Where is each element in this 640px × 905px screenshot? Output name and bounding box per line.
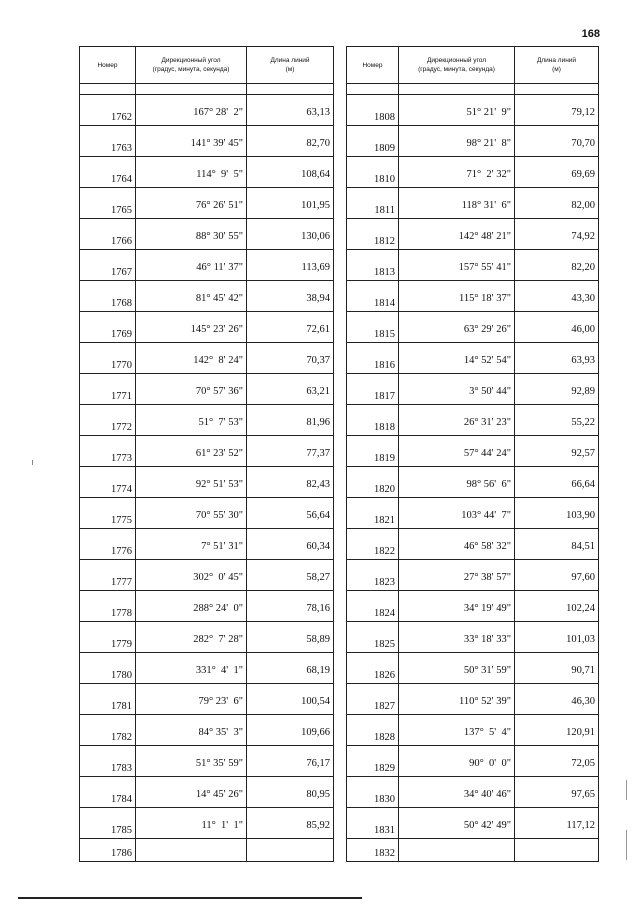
line-length: 82,70 — [306, 138, 330, 149]
point-number: 1808 — [374, 112, 395, 123]
table-row — [347, 746, 599, 777]
line-length: 80,95 — [306, 789, 330, 800]
header-length: Длина линий (м) — [515, 47, 599, 84]
table-row — [80, 498, 334, 529]
point-number: 1784 — [111, 794, 132, 805]
point-number: 1770 — [111, 360, 132, 371]
point-number: 1762 — [111, 112, 132, 123]
point-number: 1822 — [374, 546, 395, 557]
direction-angle: 81° 45' 42" — [195, 293, 243, 304]
scan-mark — [32, 460, 33, 465]
line-length: 38,94 — [306, 293, 330, 304]
table-row — [347, 95, 599, 126]
table-row — [347, 219, 599, 250]
line-length: 74,92 — [571, 231, 595, 242]
point-number: 1783 — [111, 763, 132, 774]
line-length: 97,65 — [571, 789, 595, 800]
table-row — [347, 839, 599, 862]
line-length: 78,16 — [306, 603, 330, 614]
table-row — [347, 498, 599, 529]
point-number: 1826 — [374, 670, 395, 681]
line-length: 100,54 — [301, 696, 330, 707]
table-row — [347, 343, 599, 374]
edge-mark — [626, 830, 627, 860]
point-number: 1827 — [374, 701, 395, 712]
line-length: 72,05 — [571, 758, 595, 769]
direction-angle: 46° 58' 32" — [463, 541, 511, 552]
line-length: 90,71 — [571, 665, 595, 676]
table-row — [347, 653, 599, 684]
direction-angle: 282° 7' 28" — [193, 634, 243, 645]
point-number: 1776 — [111, 546, 132, 557]
point-number: 1774 — [111, 484, 132, 495]
point-number: 1765 — [111, 205, 132, 216]
line-length: 56,64 — [306, 510, 330, 521]
point-number: 1773 — [111, 453, 132, 464]
table-row — [347, 622, 599, 653]
direction-angle: 50° 31' 59" — [463, 665, 511, 676]
line-length: 101,03 — [566, 634, 595, 645]
direction-angle: 46° 11' 37" — [196, 262, 243, 273]
table-row — [80, 839, 334, 862]
header-angle: Дирекционный угол (градус, минута, секунда) — [136, 47, 247, 84]
table-row — [347, 808, 599, 839]
table-row — [347, 126, 599, 157]
table-row — [80, 746, 334, 777]
point-number: 1777 — [111, 577, 132, 588]
table-row — [80, 157, 334, 188]
direction-angle: 7° 51' 31" — [201, 541, 243, 552]
point-number: 1812 — [374, 236, 395, 247]
point-number: 1824 — [374, 608, 395, 619]
line-length: 82,20 — [571, 262, 595, 273]
direction-angle: 71° 2' 32" — [466, 169, 511, 180]
direction-angle: 88° 30' 55" — [195, 231, 243, 242]
table-row — [80, 436, 334, 467]
table-row — [80, 405, 334, 436]
point-number: 1771 — [111, 391, 132, 402]
direction-angle: 114° 9' 5" — [196, 169, 243, 180]
direction-angle: 98° 56' 6" — [466, 479, 511, 490]
direction-angle: 27° 38' 57" — [463, 572, 511, 583]
point-number: 1832 — [374, 848, 395, 859]
table-row — [347, 715, 599, 746]
line-length: 63,21 — [306, 386, 330, 397]
table-row — [80, 374, 334, 405]
line-length: 85,92 — [306, 820, 330, 831]
point-number: 1782 — [111, 732, 132, 743]
table-row — [347, 250, 599, 281]
line-length: 120,91 — [566, 727, 595, 738]
direction-angle: 34° 40' 46" — [463, 789, 511, 800]
point-number: 1778 — [111, 608, 132, 619]
line-length: 109,66 — [301, 727, 330, 738]
point-number: 1830 — [374, 794, 395, 805]
line-length: 82,00 — [571, 200, 595, 211]
table-row — [80, 281, 334, 312]
direction-angle: 11° 1' 1" — [201, 820, 243, 831]
table-row — [80, 467, 334, 498]
table-row — [80, 653, 334, 684]
direction-angle: 137° 5' 4" — [463, 727, 511, 738]
header-number: Номер — [347, 47, 399, 84]
point-number: 1816 — [374, 360, 395, 371]
direction-angle: 70° 57' 36" — [195, 386, 243, 397]
table-row — [347, 467, 599, 498]
table-row — [80, 808, 334, 839]
table-row — [347, 312, 599, 343]
point-number: 1786 — [111, 848, 132, 859]
header-number: Номер — [80, 47, 136, 84]
direction-angle: 61° 23' 52" — [195, 448, 243, 459]
direction-angle: 110° 52' 39" — [459, 696, 511, 707]
direction-angle: 90° 0' 0" — [469, 758, 511, 769]
line-length: 58,27 — [306, 572, 330, 583]
point-number: 1767 — [111, 267, 132, 278]
table-row — [80, 312, 334, 343]
left-table-body — [80, 84, 334, 862]
table-row — [347, 188, 599, 219]
table-row — [80, 188, 334, 219]
line-length: 113,69 — [301, 262, 330, 273]
point-number: 1829 — [374, 763, 395, 774]
point-number: 1780 — [111, 670, 132, 681]
direction-angle: 33° 18' 33" — [463, 634, 511, 645]
point-number: 1768 — [111, 298, 132, 309]
point-number: 1814 — [374, 298, 395, 309]
table-row — [80, 219, 334, 250]
line-length: 63,93 — [571, 355, 595, 366]
point-number: 1763 — [111, 143, 132, 154]
table-row — [80, 777, 334, 808]
direction-angle: 51° 21' 9" — [466, 107, 511, 118]
direction-angle: 79° 23' 6" — [198, 696, 243, 707]
direction-angle: 51° 7' 53" — [198, 417, 243, 428]
direction-angle: 142° 48' 21" — [458, 231, 511, 242]
point-number: 1811 — [374, 205, 395, 216]
table-row — [80, 591, 334, 622]
point-number: 1766 — [111, 236, 132, 247]
table-row — [347, 591, 599, 622]
table-row — [80, 343, 334, 374]
line-length: 58,89 — [306, 634, 330, 645]
table-row — [80, 560, 334, 591]
direction-angle: 288° 24' 0" — [193, 603, 243, 614]
direction-angle: 57° 44' 24" — [463, 448, 511, 459]
line-length: 72,61 — [306, 324, 330, 335]
line-length: 97,60 — [571, 572, 595, 583]
point-number: 1821 — [374, 515, 395, 526]
direction-angle: 145° 23' 26" — [190, 324, 243, 335]
direction-angle: 331° 4' 1" — [195, 665, 243, 676]
direction-angle: 118° 31' 6" — [461, 200, 511, 211]
point-number: 1781 — [111, 701, 132, 712]
table-row — [347, 684, 599, 715]
point-number: 1815 — [374, 329, 395, 340]
line-length: 70,70 — [571, 138, 595, 149]
direction-angle: 3° 50' 44" — [469, 386, 511, 397]
point-number: 1828 — [374, 732, 395, 743]
point-number: 1825 — [374, 639, 395, 650]
direction-angle: 70° 55' 30" — [195, 510, 243, 521]
table-row — [80, 250, 334, 281]
table-row — [80, 715, 334, 746]
point-number: 1823 — [374, 577, 395, 588]
line-length: 82,43 — [306, 479, 330, 490]
point-number: 1809 — [374, 143, 395, 154]
left-coordinates-table — [79, 46, 334, 862]
table-row — [80, 622, 334, 653]
header-angle: Дирекционный угол (градус, минута, секунда) — [399, 47, 515, 84]
point-number: 1769 — [111, 329, 132, 340]
edge-mark — [626, 780, 627, 800]
table-row — [347, 560, 599, 591]
line-length: 43,30 — [571, 293, 595, 304]
point-number: 1818 — [374, 422, 395, 433]
line-length: 46,00 — [571, 324, 595, 335]
line-length: 81,96 — [306, 417, 330, 428]
line-length: 70,37 — [306, 355, 330, 366]
point-number: 1817 — [374, 391, 395, 402]
line-length: 60,34 — [306, 541, 330, 552]
direction-angle: 302° 0' 45" — [193, 572, 243, 583]
point-number: 1810 — [374, 174, 395, 185]
table-row — [80, 684, 334, 715]
point-number: 1813 — [374, 267, 395, 278]
line-length: 63,13 — [306, 107, 330, 118]
table-row — [347, 157, 599, 188]
direction-angle: 51° 35' 59" — [195, 758, 243, 769]
page-number: 168 — [581, 28, 600, 40]
footer-rule — [18, 897, 362, 899]
direction-angle: 26° 31' 23" — [463, 417, 511, 428]
line-length: 102,24 — [566, 603, 595, 614]
point-number: 1775 — [111, 515, 132, 526]
direction-angle: 50° 42' 49" — [463, 820, 511, 831]
point-number: 1772 — [111, 422, 132, 433]
line-length: 108,64 — [301, 169, 330, 180]
header-length: Длина линий (м) — [247, 47, 334, 84]
line-length: 101,95 — [301, 200, 330, 211]
table-row — [347, 405, 599, 436]
line-length: 92,57 — [571, 448, 595, 459]
line-length: 117,12 — [566, 820, 595, 831]
direction-angle: 103° 44' 7" — [461, 510, 511, 521]
direction-angle: 92° 51' 53" — [195, 479, 243, 490]
table-row — [347, 281, 599, 312]
direction-angle: 63° 29' 26" — [463, 324, 511, 335]
table-row — [347, 374, 599, 405]
line-length: 68,19 — [306, 665, 330, 676]
point-number: 1779 — [111, 639, 132, 650]
direction-angle: 141° 39' 45" — [190, 138, 243, 149]
point-number: 1819 — [374, 453, 395, 464]
line-length: 46,30 — [571, 696, 595, 707]
direction-angle: 167° 28' 2" — [193, 107, 243, 118]
direction-angle: 115° 18' 37" — [459, 293, 511, 304]
direction-angle: 98° 21' 8" — [466, 138, 511, 149]
line-length: 77,37 — [306, 448, 330, 459]
line-length: 79,12 — [571, 107, 595, 118]
point-number: 1764 — [111, 174, 132, 185]
table-row — [347, 436, 599, 467]
direction-angle: 14° 45' 26" — [195, 789, 243, 800]
point-number: 1831 — [374, 825, 395, 836]
line-length: 55,22 — [571, 417, 595, 428]
direction-angle: 14° 52' 54" — [463, 355, 511, 366]
line-length: 66,64 — [571, 479, 595, 490]
table-row — [80, 529, 334, 560]
line-length: 76,17 — [306, 758, 330, 769]
table-row — [80, 95, 334, 126]
direction-angle: 34° 19' 49" — [463, 603, 511, 614]
table-row — [347, 777, 599, 808]
right-coordinates-table — [346, 46, 599, 862]
point-number: 1785 — [111, 825, 132, 836]
line-length: 130,06 — [301, 231, 330, 242]
direction-angle: 84° 35' 3" — [198, 727, 243, 738]
table-row — [80, 126, 334, 157]
point-number: 1820 — [374, 484, 395, 495]
line-length: 103,90 — [566, 510, 595, 521]
line-length: 92,89 — [571, 386, 595, 397]
direction-angle: 76° 26' 51" — [195, 200, 243, 211]
right-table-body — [347, 84, 599, 862]
line-length: 69,69 — [571, 169, 595, 180]
table-row — [347, 529, 599, 560]
line-length: 84,51 — [571, 541, 595, 552]
direction-angle: 142° 8' 24" — [193, 355, 243, 366]
direction-angle: 157° 55' 41" — [458, 262, 511, 273]
